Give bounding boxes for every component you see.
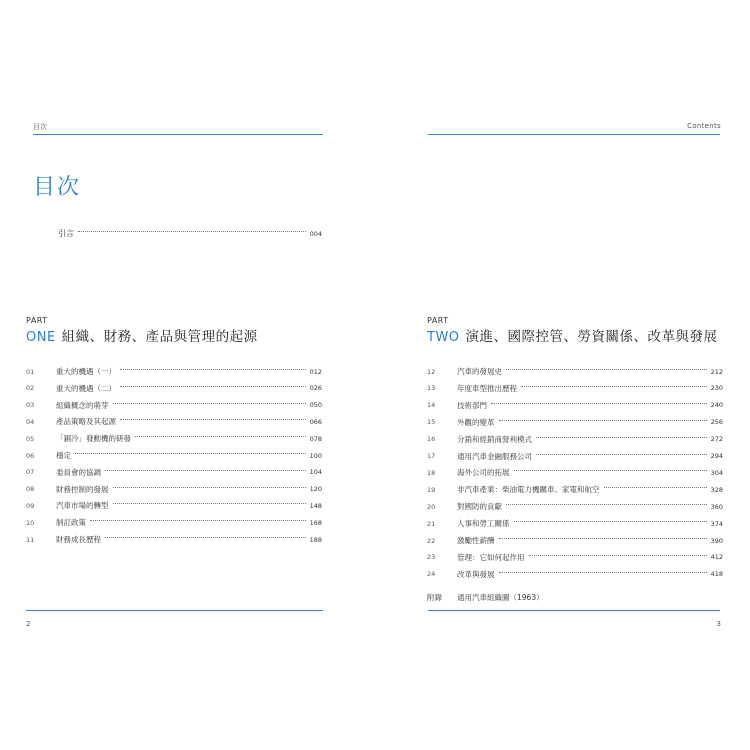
chapter-number: 14 — [427, 401, 436, 410]
running-head-right: Contents — [687, 122, 721, 130]
page-number: 148 — [309, 501, 322, 510]
chapter-number: 01 — [26, 367, 35, 376]
leader-dots — [499, 538, 707, 539]
chapter-number: 24 — [427, 570, 436, 579]
toc-entry[interactable] — [427, 501, 723, 512]
toc-entry[interactable] — [427, 400, 723, 411]
toc-entry[interactable] — [26, 433, 322, 444]
page-number: 412 — [710, 553, 723, 562]
chapter-number: 17 — [427, 452, 436, 460]
chapter-number: 09 — [26, 501, 35, 510]
leader-dots — [506, 369, 707, 370]
page-number: 328 — [710, 485, 723, 494]
chapter-title: 產品策略及其起源 — [56, 417, 116, 427]
chapter-title: 重大的機遇（一） — [56, 367, 116, 376]
chapter-number: 06 — [26, 451, 35, 460]
toc-entry[interactable] — [427, 535, 723, 546]
chapter-number: 08 — [26, 485, 35, 494]
page-number: 100 — [309, 451, 322, 460]
chapter-title: 非汽車產業：柴油電力機關車、家電和航空 — [457, 485, 600, 495]
leader-dots — [113, 503, 306, 504]
chapter-title: 對國防的貢獻 — [457, 502, 502, 512]
chapter-number: 15 — [427, 418, 436, 427]
toc-entry[interactable] — [26, 400, 322, 411]
part-two-label: PART — [427, 316, 449, 325]
leader-dots — [113, 403, 306, 404]
part-two-number: TWO — [427, 330, 460, 345]
chapter-title: 激勵性薪酬 — [457, 536, 495, 545]
part-two-title: 演進、國際控管、勞資關係、改革與發展 — [465, 329, 718, 345]
toc-entry[interactable] — [26, 484, 322, 495]
chapter-number: 04 — [26, 417, 35, 426]
chapter-title: 制訂政策 — [56, 518, 86, 528]
part-one-label: PART — [26, 316, 48, 325]
page-number: 066 — [309, 417, 322, 426]
toc-entry[interactable] — [26, 366, 322, 377]
page-number: 304 — [710, 468, 723, 477]
toc-entry[interactable] — [427, 434, 723, 445]
intro-page: 004 — [309, 229, 322, 238]
leader-dots — [105, 470, 306, 471]
toc-entry[interactable] — [427, 518, 723, 529]
chapter-number: 11 — [26, 535, 35, 544]
folio-left: 2 — [26, 620, 31, 628]
leader-dots — [514, 470, 707, 471]
page-number: 120 — [309, 485, 322, 494]
page-number: 188 — [309, 535, 322, 544]
page-number: 240 — [710, 401, 723, 410]
leader-dots — [514, 521, 707, 522]
chapter-title: 管理：它如何起作用 — [457, 552, 525, 562]
toc-entry[interactable] — [427, 383, 723, 394]
toc-entry[interactable] — [427, 417, 723, 428]
chapter-number: 18 — [427, 468, 436, 477]
toc-entry[interactable] — [26, 416, 322, 427]
chapter-title: 組織概念的萌芽 — [56, 400, 109, 410]
page-title: 目次 — [33, 175, 82, 200]
leader-dots — [536, 437, 707, 438]
toc-entry[interactable] — [26, 534, 322, 545]
chapter-number: 10 — [26, 518, 35, 527]
chapter-title: 穩定 — [56, 451, 71, 460]
page-number: 360 — [710, 502, 723, 511]
leader-dots — [499, 420, 707, 421]
appendix-tag: 附錄 — [427, 593, 442, 602]
running-head-left: 目次 — [33, 123, 48, 131]
page-number: 272 — [710, 435, 723, 444]
chapter-title: 通用汽車金融服務公司 — [457, 451, 532, 461]
leader-dots — [499, 572, 707, 573]
part-one-title: 組織、財務、產品與管理的起源 — [61, 329, 258, 345]
leader-dots — [506, 504, 707, 505]
chapter-number: 03 — [26, 401, 35, 410]
chapter-title: 分銷和經銷商營利模式 — [457, 434, 532, 444]
page-number: 212 — [710, 367, 723, 376]
toc-entry[interactable] — [427, 569, 723, 580]
chapter-title: 外觀的變革 — [457, 417, 495, 427]
chapter-number: 12 — [427, 367, 436, 376]
page-number: 418 — [710, 570, 723, 579]
page-number: 078 — [309, 434, 322, 443]
header-rule-right — [428, 134, 720, 135]
footer-rule-left — [26, 610, 323, 611]
appendix-label: 通用汽車組織圖（1963） — [457, 593, 544, 602]
chapter-title: 委員會的協調 — [56, 467, 101, 477]
leader-dots — [113, 487, 306, 488]
leader-dots — [120, 386, 306, 387]
chapter-title: 海外公司的拓展 — [457, 468, 510, 478]
page-number: 168 — [309, 518, 322, 527]
chapter-title: 財務控制的發展 — [56, 484, 109, 494]
toc-entry[interactable] — [26, 450, 322, 461]
part-two-heading — [427, 325, 718, 345]
part-one-heading — [26, 325, 258, 345]
toc-entry[interactable] — [427, 366, 723, 377]
chapter-number: 13 — [427, 384, 436, 393]
chapter-number: 05 — [26, 434, 35, 443]
footer-rule-right — [428, 610, 720, 611]
chapter-number: 23 — [427, 553, 436, 562]
chapter-title: 汽車的發展史 — [457, 367, 502, 376]
chapter-number: 16 — [427, 435, 436, 444]
page-number: 012 — [309, 367, 322, 376]
chapter-number: 19 — [427, 485, 436, 494]
chapter-title: 技術部門 — [457, 400, 487, 410]
leader-dots — [120, 369, 306, 370]
toc-entry[interactable] — [427, 467, 723, 478]
chapter-title: 重大的機遇（二） — [56, 383, 116, 393]
chapter-title: 財務成長歷程 — [56, 535, 101, 544]
toc-entry[interactable] — [26, 517, 322, 528]
page-number: 294 — [710, 452, 723, 460]
intro-label: 引言 — [58, 229, 74, 238]
page-number: 026 — [309, 384, 322, 393]
chapter-number: 07 — [26, 468, 35, 477]
leader-dots — [529, 555, 707, 556]
page-number: 390 — [710, 536, 723, 545]
chapter-number: 22 — [427, 536, 436, 545]
toc-entry[interactable] — [427, 451, 723, 462]
chapter-title: 年度車型推出歷程 — [457, 383, 517, 393]
chapter-title: 汽車市場的轉型 — [56, 501, 109, 511]
appendix-entry[interactable] — [427, 592, 544, 603]
leader-dots — [135, 436, 306, 437]
toc-entry[interactable] — [26, 383, 322, 394]
toc-entry[interactable] — [26, 500, 322, 511]
chapter-number: 02 — [26, 384, 35, 393]
leader-dots — [90, 520, 306, 521]
chapter-number: 21 — [427, 519, 436, 528]
leader-dots — [120, 419, 306, 420]
toc-intro-entry[interactable] — [58, 228, 322, 239]
leader-dots — [105, 537, 306, 538]
toc-entry[interactable] — [427, 552, 723, 563]
chapter-number: 20 — [427, 502, 436, 511]
leader-dots — [78, 231, 306, 232]
chapter-title: 人事和勞工關係 — [457, 519, 510, 529]
leader-dots — [75, 453, 306, 454]
toc-entry[interactable] — [26, 467, 322, 478]
chapter-title: 改革與發展 — [457, 569, 495, 579]
leader-dots — [536, 454, 707, 455]
page-number: 104 — [309, 468, 322, 477]
page-number: 374 — [710, 519, 723, 528]
folio-right: 3 — [716, 620, 721, 628]
leader-dots — [604, 487, 707, 488]
leader-dots — [521, 386, 707, 387]
header-rule-left — [33, 134, 323, 135]
part-one-number: ONE — [26, 330, 56, 345]
chapter-title: 「銅冷」發動機的研發 — [56, 434, 131, 444]
page-number: 230 — [710, 384, 723, 393]
page-number: 256 — [710, 418, 723, 427]
right-page — [375, 0, 750, 750]
toc-entry[interactable] — [427, 484, 723, 495]
leader-dots — [491, 403, 707, 404]
page-number: 050 — [309, 401, 322, 410]
